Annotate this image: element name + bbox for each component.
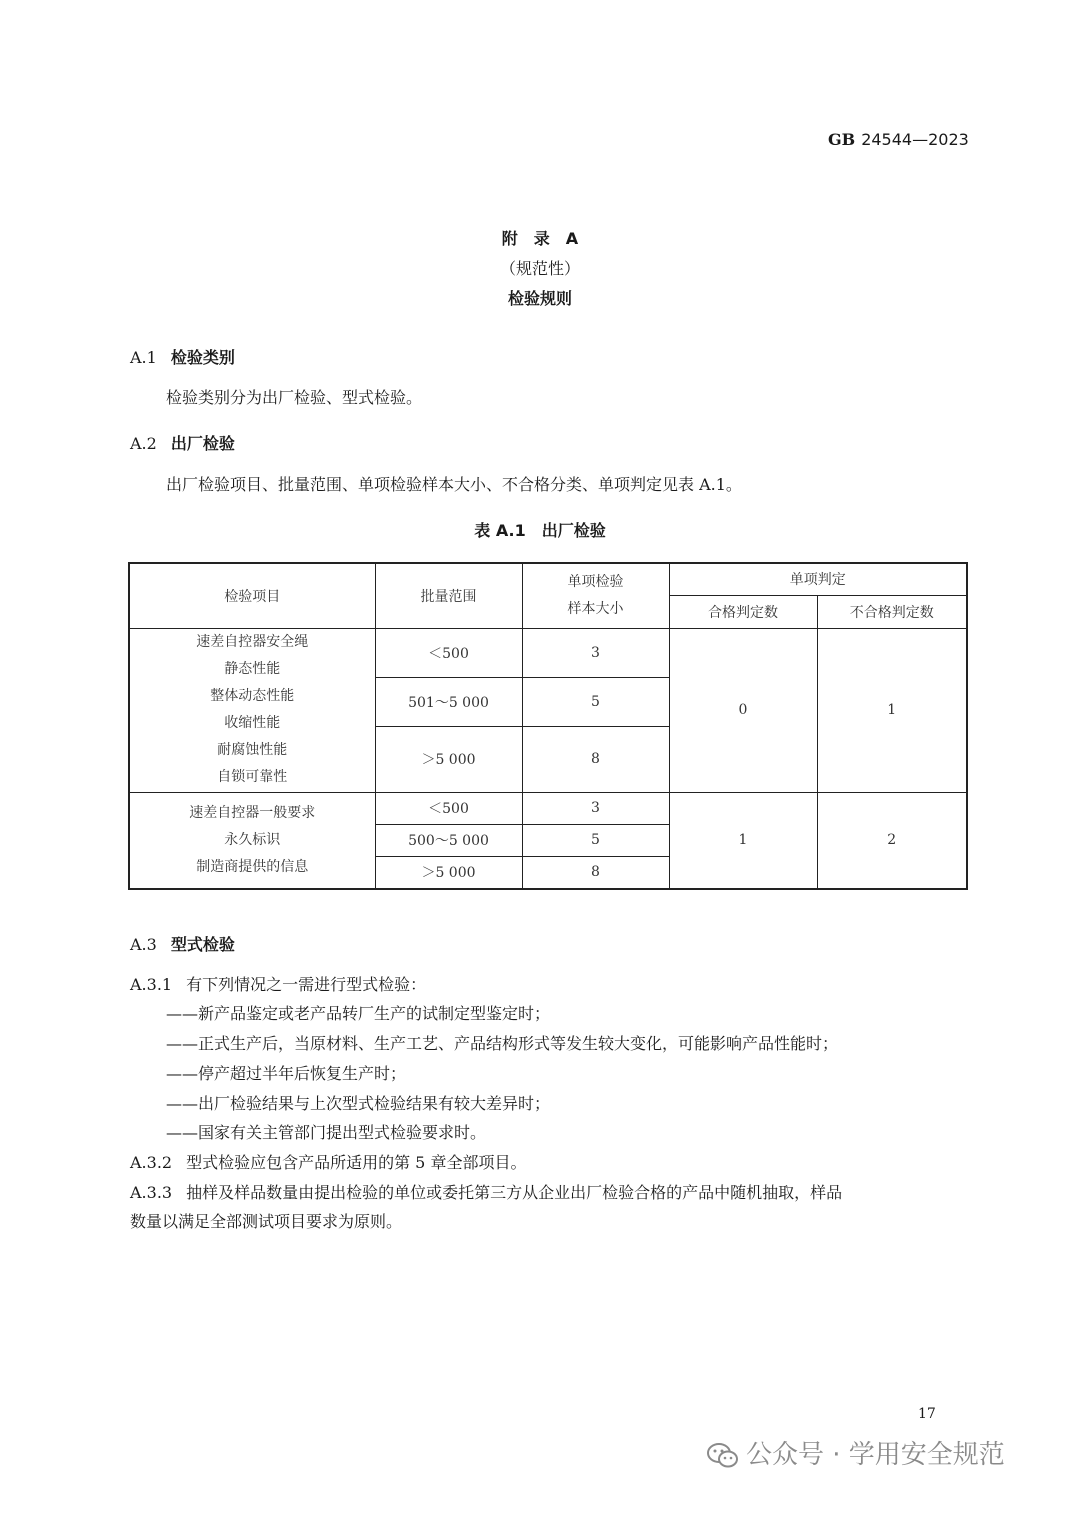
section-number: A.3 xyxy=(130,935,157,954)
clause-a33-continued: 数量以满足全部测试项目要求为原则。 xyxy=(130,1212,403,1231)
list-item: ——正式生产后，当原材料、生产工艺、产品结构形式等发生较大变化，可能影响产品性能时； xyxy=(166,1034,839,1053)
table-cell: 速差自控器安全绳 xyxy=(196,634,309,650)
table-cell: ＜500 xyxy=(375,628,522,677)
standard-number: 24544—2023 xyxy=(861,130,969,149)
table-cell: 5 xyxy=(522,677,669,726)
clause-text: 抽样及样品数量由提出检验的单位或委托第三方从企业出厂检验合格的产品中随机抽取，样品 xyxy=(186,1183,843,1202)
section-a2-heading xyxy=(130,431,235,454)
table-cell: 8 xyxy=(522,726,669,792)
standard-code xyxy=(828,130,969,149)
table-cell: 3 xyxy=(522,792,669,824)
table-cell: ＞5 000 xyxy=(375,726,522,792)
group1-items xyxy=(129,628,375,792)
table-caption: 表 A.1 出厂检验 xyxy=(474,521,606,540)
list-item: ——停产超过半年后恢复生产时； xyxy=(166,1064,407,1083)
group1-fail: 1 xyxy=(817,628,967,792)
list-item: ——出厂检验结果与上次型式检验结果有较大差异时； xyxy=(166,1094,551,1113)
group2-fail: 2 xyxy=(817,792,967,889)
appendix-name: 检验规则 xyxy=(507,289,572,308)
clause-a32 xyxy=(130,1151,526,1175)
table-cell: ＞5 000 xyxy=(375,856,522,889)
table-cell: 8 xyxy=(522,856,669,889)
table-cell: 501～5 000 xyxy=(375,677,522,726)
table-cell: 3 xyxy=(522,628,669,677)
clause-number: A.3.1 xyxy=(130,975,173,994)
table-cell: 静态性能 xyxy=(224,661,281,677)
table-cell: 整体动态性能 xyxy=(210,688,295,704)
watermark xyxy=(706,1434,1005,1471)
wechat-icon xyxy=(706,1442,740,1470)
appendix-nature: （规范性） xyxy=(499,259,580,278)
section-a1-text: 检验类别分为出厂检验、型式检验。 xyxy=(166,388,423,407)
section-title: 型式检验 xyxy=(170,935,235,954)
group2-items xyxy=(129,792,375,889)
group1-pass: 0 xyxy=(669,628,817,792)
clause-text: 型式检验应包含产品所适用的第 5 章全部项目。 xyxy=(186,1153,527,1172)
header-judge: 单项判定 xyxy=(669,563,967,595)
section-a3-heading xyxy=(130,932,235,955)
section-a2-text: 出厂检验项目、批量范围、单项检验样本大小、不合格分类、单项判定见表 A.1。 xyxy=(166,475,742,494)
section-title: 出厂检验 xyxy=(170,434,235,453)
header-batch: 批量范围 xyxy=(375,563,522,628)
clause-a33 xyxy=(130,1181,842,1205)
header-sample-line1: 单项检验 xyxy=(567,573,624,590)
table-cell: 制造商提供的信息 xyxy=(196,858,309,875)
section-a1-heading xyxy=(130,345,235,368)
section-number: A.1 xyxy=(130,348,157,367)
group2-pass: 1 xyxy=(669,792,817,889)
page-number: 17 xyxy=(918,1406,936,1422)
header-pass: 合格判定数 xyxy=(669,595,817,628)
table-cell: 速差自控器一般要求 xyxy=(189,804,316,821)
clause-number: A.3.2 xyxy=(130,1153,173,1172)
list-item: ——新产品鉴定或老产品转厂生产的试制定型鉴定时； xyxy=(166,1004,551,1023)
table-cell: 自锁可靠性 xyxy=(217,769,288,785)
table-cell: 耐腐蚀性能 xyxy=(217,742,288,758)
clause-number: A.3.3 xyxy=(130,1183,173,1202)
section-number: A.2 xyxy=(130,434,157,453)
table-cell: 永久标识 xyxy=(224,831,281,848)
appendix-title: 附 录 A xyxy=(501,229,579,248)
table-cell: 5 xyxy=(522,824,669,856)
standard-prefix: GB xyxy=(828,130,856,149)
section-title: 检验类别 xyxy=(170,348,235,367)
list-item: ——国家有关主管部门提出型式检验要求时。 xyxy=(166,1123,487,1142)
table-cell: ＜500 xyxy=(375,792,522,824)
header-item: 检验项目 xyxy=(129,563,375,628)
clause-text: 有下列情况之一需进行型式检验： xyxy=(186,975,427,994)
header-fail: 不合格判定数 xyxy=(817,595,967,628)
table-cell: 收缩性能 xyxy=(224,715,281,731)
table-cell: 500～5 000 xyxy=(375,824,522,856)
header-sample-line2: 样本大小 xyxy=(567,600,624,617)
inspection-table xyxy=(128,562,968,890)
clause-a31 xyxy=(130,973,426,997)
header-sample xyxy=(522,563,669,628)
watermark-text: 公众号 · 学用安全规范 xyxy=(746,1440,1005,1470)
